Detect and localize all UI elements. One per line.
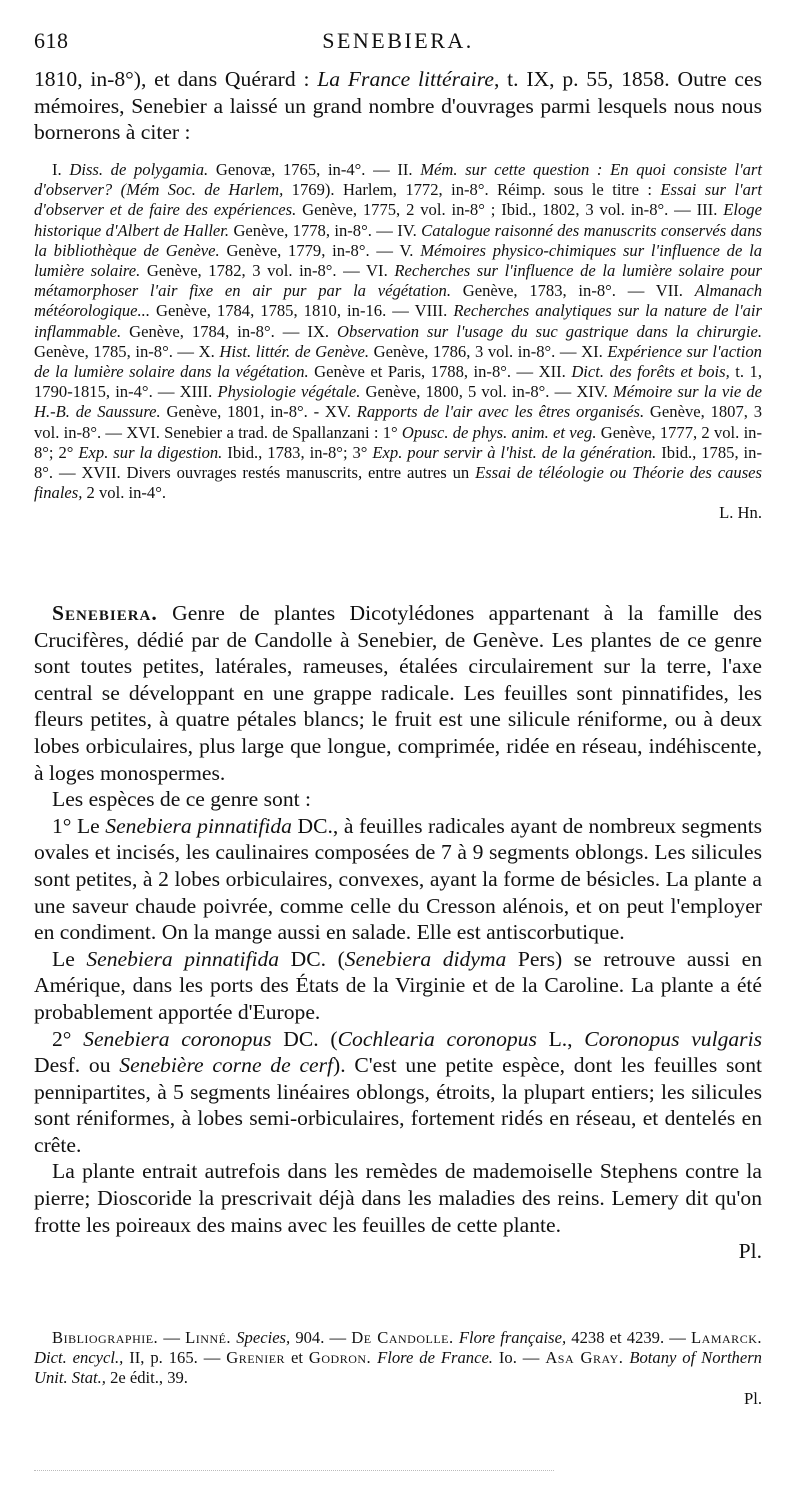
intro-paragraph: 1810, in-8°), et dans Quérard : La France littéraire, t. IX, p. 55, 1858. Outre ces mémoires, Senebier a laissé un grand nombre d'ouvrages parmi lesquels nous nous bornerons à citer :: [34, 67, 762, 145]
page-number: 618: [34, 28, 69, 53]
works-signature: L. Hn.: [719, 503, 762, 523]
article-paragraph-2: Les espèces de ce genre sont :: [52, 787, 312, 812]
bibliography-label: Bibliographie.: [52, 1328, 159, 1347]
page-header: [34, 22, 762, 62]
article-signature: Pl.: [738, 1239, 762, 1264]
works-paragraph: I. Diss. de polygamia. Genovæ, 1765, in-4°. — II. Mém. sur cette question : En quoi consiste l'art d'observer? (Mém Soc. de Harlem, 1769). Harlem, 1772, in-8°. Réimp. sous le titre : Essai sur l'art d'observer et de faire des expériences. Genève, 1775, 2 vol. in-8° ; Ibid., 1802, 3 vol. in-8°. — III. Eloge historique d'Albert de Haller. Genève, 1778, in-8°. — IV. Catalogue raisonné des manuscrits conservés dans la bibliothèque de Genève. Genève, 1779, in-8°. — V. Mémoires physico-chimiques sur l'influence de la lumière solaire. Genève, 1782, 3 vol. in-8°. — VI. Recherches sur l'influence de la lumière solaire pour métamorphoser l'air fixe en air pur par la végétation. Genève, 1783, in-8°. — VII. Almanach météorologique... Genève, 1784, 1785, 1810, in-16. — VIII. Recherches analytiques sur la nature de l'air inflammable. Genève, 1784, in-8°. — IX. Observation sur l'usage du suc gastrique dans la chirurgie. Genève, 1785, in-8°. — X. Hist. littér. de Genève. Genève, 1786, 3 vol. in-8°. — XI. Expérience sur l'action de la lumière solaire dans la végétation. Genève et Paris, 1788, in-8°. — XII. Dict. des forêts et bois, t. 1, 1790-1815, in-4°. — XIII. Physiologie végétale. Genève, 1800, 5 vol. in-8°. — XIV. Mémoire sur la vie de H.-B. de Saussure. Genève, 1801, in-8°. - XV. Rapports de l'air avec les êtres organisés. Genève, 1807, 3 vol. in-8°. — XVI. Senebier a trad. de Spallanzani : 1° Opusc. de phys. anim. et veg. Genève, 1777, 2 vol. in-8°; 2° Exp. sur la digestion. Ibid., 1783, in-8°; 3° Exp. pour servir à l'hist. de la génération. Ibid., 1785, in-8°. — XVII. Divers ouvrages restés manuscrits, entre autres un Essai de téléologie ou Théorie des causes finales, 2 vol. in-4°.: [34, 160, 763, 503]
bibliography: [34, 1328, 762, 1409]
intro-title: La France littéraire: [317, 67, 494, 91]
article-senebiera: [34, 600, 762, 1265]
article-paragraph-1: Senebiera. Genre de plantes Dicotylédones appartenant à la famille des Crucifères, dédié par de Candolle à Senebier, de Genève. Les plantes de ce genre sont toutes petites, latérales, rameuses, étalées circulairement sur la terre, l'axe central se développant en une grappe radicale. Les feuilles sont pinnatifides, les fleurs petites, à quatre pétales blancs; le fruit est une silicule réniforme, ou à deux lobes orbiculaires, plus large que longue, comprimée, ridée en réseau, indéhiscente, à loges monospermes.: [34, 601, 762, 785]
article-paragraph-4: Le Senebiera pinnatifida DC. (Senebiera didyma Pers) se retrouve aussi en Amérique, dans les ports des États de la Virginie et de la Caroline. La plante a été probablement apportée d'Europe.: [34, 946, 762, 1024]
bibliography-signature: Pl.: [744, 1388, 762, 1408]
article-heading: Senebiera.: [52, 601, 158, 625]
works-list: [34, 160, 762, 524]
article-paragraph-5: 2° Senebiera coronopus DC. (Cochlearia coronopus L., Coronopus vulgaris Desf. ou Senebière corne de cerf). C'est une petite espèce, dont les feuilles sont pennipartites, à 5 segments linéaires oblongs, étroits, la plupart entiers; les silicules sont réniformes, à lobes semi-orbiculaires, fortement ridés en réseau, et dentelés en crête.: [34, 1026, 762, 1157]
article-paragraph-6: La plante entrait autrefois dans les remèdes de mademoiselle Stephens contre la pierre; Dioscoride la prescrivait déjà dans les maladies des reins. Lemery dit qu'on frotte les poireaux des mains avec les feuilles de cette plante.: [34, 1159, 762, 1237]
article-paragraph-3: 1° Le Senebiera pinnatifida DC., à feuilles radicales ayant de nombreux segments ovales et incisés, les caulinaires composées de 7 à 9 segments oblongs. Les silicules sont petites, à 2 lobes orbiculaires, convexes, ayant la forme de bésicles. La plante a une saveur chaude poivrée, comme celle du Cresson alénois, et on peut l'employer en condiment. On la mange aussi en salade. Elle est antiscorbutique.: [34, 813, 762, 945]
bottom-rule: [34, 1470, 554, 1472]
running-head: SENEBIERA.: [322, 28, 474, 53]
bibliography-paragraph: Bibliographie. — Linné. Species, 904. — De Candolle. Flore française, 4238 et 4239. — Lamarck. Dict. encycl., II, p. 165. — Grenier et Godron. Flore de France. Io. — Asa Gray. Botany of Northern Unit. Stat., 2e édit., 39.: [34, 1328, 763, 1388]
